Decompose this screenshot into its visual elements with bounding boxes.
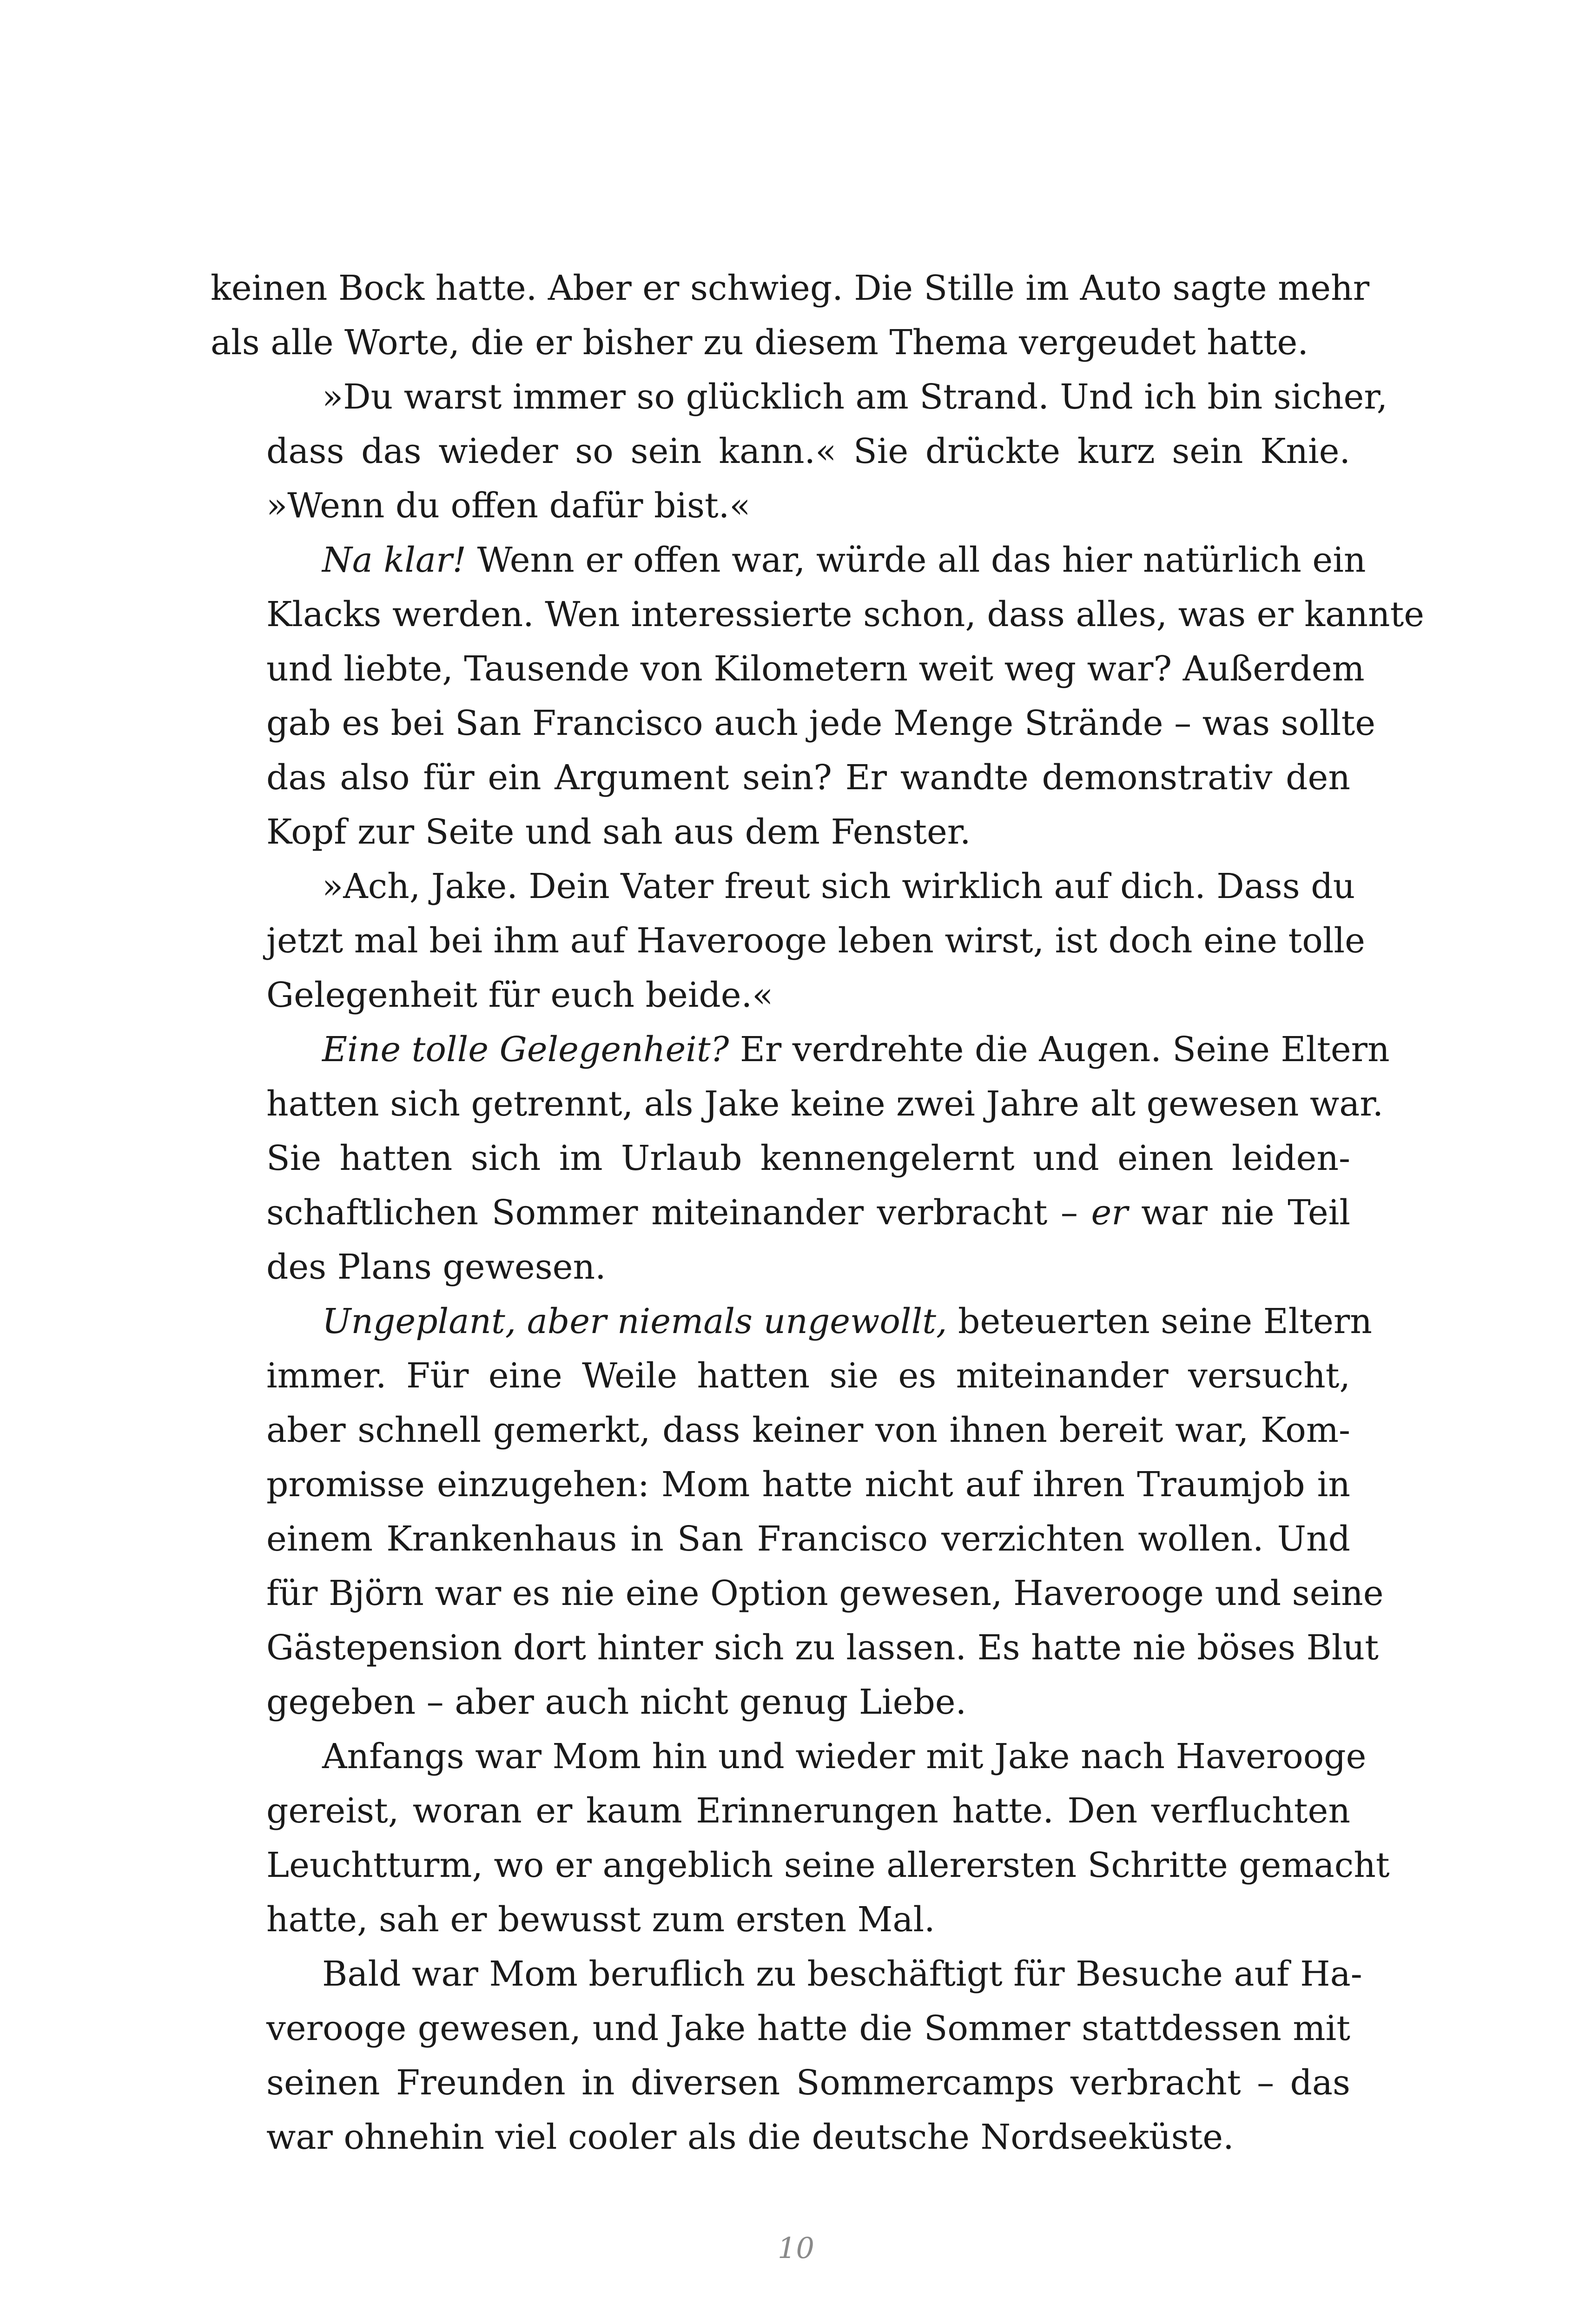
text-line: [211, 1186, 1350, 1240]
text-line: [211, 1349, 1350, 1403]
paragraph: [211, 1947, 1362, 2165]
text-line: [211, 261, 1370, 316]
body-text: [211, 261, 1425, 2165]
paragraph: [211, 859, 1365, 1023]
text-run: keinen Bock hatte. Aber er schwieg. Die Stille im Auto sagte mehr: [211, 268, 1370, 308]
text-line: [211, 2110, 1350, 2165]
text-run: beteuerten seine Eltern: [947, 1301, 1372, 1341]
text-line: [211, 479, 1350, 533]
text-line: [211, 859, 1355, 914]
text-run: hatte, sah er bewusst zum ersten Mal.: [266, 1900, 935, 1940]
text-line: [211, 588, 1425, 642]
text-line: [211, 1131, 1350, 1186]
page-number: 10: [778, 2231, 814, 2265]
text-line: [211, 1675, 1350, 1730]
text-line: [211, 2001, 1350, 2056]
text-run: jetzt mal bei ihm auf Haverooge leben wirst, ist doch eine tolle: [266, 921, 1365, 961]
text-run: promisse einzugehen: Mom hatte nicht auf ihren Traumjob in: [266, 1465, 1350, 1505]
text-line: [211, 1730, 1367, 1784]
text-line: [211, 2056, 1350, 2110]
text-line: [211, 1947, 1362, 2001]
text-line: [211, 533, 1366, 588]
text-run: »Du warst immer so glücklich am Strand. Und ich bin sicher,: [322, 377, 1388, 417]
text-run: schaftlichen Sommer miteinander verbracht –: [266, 1193, 1091, 1233]
text-line: [211, 751, 1350, 805]
italic-text: er: [1091, 1193, 1128, 1233]
text-line: [211, 642, 1365, 696]
text-line: [211, 1458, 1350, 1512]
text-run: als alle Worte, die er bisher zu diesem Thema vergeudet hatte.: [211, 323, 1308, 363]
text-line: [211, 1294, 1372, 1349]
text-run: Wenn er offen war, würde all das hier natürlich ein: [466, 540, 1366, 580]
italic-text: Na klar!: [322, 540, 467, 580]
text-line: [211, 1784, 1350, 1838]
text-run: und liebte, Tausende von Kilometern weit weg war? Außerdem: [266, 649, 1365, 689]
text-run: gab es bei San Francisco auch jede Menge Strände – was sollte: [266, 703, 1375, 743]
text-run: einem Krankenhaus in San Francisco verzichten wollen. Und: [266, 1519, 1350, 1559]
text-line: [211, 316, 1350, 370]
text-line: [211, 1893, 1350, 1947]
paragraph: [211, 370, 1388, 533]
text-run: seinen Freunden in diversen Sommercamps verbracht – das: [266, 2063, 1350, 2103]
text-run: das also für ein Argument sein? Er wandte demonstrativ den: [266, 758, 1350, 798]
text-run: aber schnell gemerkt, dass keiner von ihnen bereit war, Kom-: [266, 1410, 1350, 1450]
text-run: gereist, woran er kaum Erinnerungen hatte. Den verfluchten: [266, 1791, 1350, 1831]
paragraph: [211, 1023, 1390, 1294]
text-line: [211, 1512, 1350, 1566]
text-run: Bald war Mom beruflich zu beschäftigt für Besuche auf Ha-: [322, 1954, 1362, 1994]
paragraph: [211, 261, 1370, 370]
paragraph: [211, 1730, 1390, 1947]
text-run: Gästepension dort hinter sich zu lassen. Es hatte nie böses Blut: [266, 1628, 1379, 1668]
text-line: [211, 805, 1350, 859]
text-run: Sie hatten sich im Urlaub kennengelernt und einen leiden-: [266, 1138, 1350, 1178]
text-run: für Björn war es nie eine Option gewesen, Haverooge und seine: [266, 1573, 1384, 1613]
text-run: verooge gewesen, und Jake hatte die Sommer stattdessen mit: [266, 2008, 1350, 2048]
text-run: Kopf zur Seite und sah aus dem Fenster.: [266, 812, 971, 852]
text-line: [211, 424, 1350, 479]
text-run: »Ach, Jake. Dein Vater freut sich wirklich auf dich. Dass du: [322, 866, 1355, 906]
text-run: »Wenn du offen dafür bist.«: [266, 486, 751, 526]
text-run: Gelegenheit für euch beide.«: [266, 975, 773, 1015]
text-run: hatten sich getrennt, als Jake keine zwei Jahre alt gewesen war.: [266, 1084, 1384, 1124]
text-line: [211, 1240, 1350, 1294]
text-line: [211, 1566, 1384, 1621]
text-run: war ohnehin viel cooler als die deutsche Nordseeküste.: [266, 2117, 1234, 2157]
text-line: [211, 1838, 1390, 1893]
text-run: immer. Für eine Weile hatten sie es miteinander versucht,: [266, 1356, 1350, 1396]
text-run: Klacks werden. Wen interessierte schon, dass alles, was er kannte: [266, 594, 1425, 634]
text-line: [211, 968, 1350, 1023]
paragraph: [211, 1294, 1384, 1730]
text-line: [211, 370, 1388, 424]
italic-text: Ungeplant, aber niemals ungewollt,: [322, 1301, 947, 1341]
text-run: Leuchtturm, wo er angeblich seine allerersten Schritte gemacht: [266, 1845, 1390, 1885]
text-run: Anfangs war Mom hin und wieder mit Jake nach Haverooge: [322, 1736, 1367, 1776]
text-line: [211, 1621, 1379, 1675]
text-run: war nie Teil: [1128, 1193, 1350, 1233]
italic-text: Eine tolle Gelegenheit?: [322, 1030, 729, 1070]
text-line: [211, 914, 1365, 968]
text-line: [211, 1403, 1350, 1458]
text-line: [211, 1023, 1390, 1077]
text-run: Er verdrehte die Augen. Seine Eltern: [729, 1030, 1390, 1070]
text-run: gegeben – aber auch nicht genug Liebe.: [266, 1682, 967, 1722]
text-run: des Plans gewesen.: [266, 1247, 606, 1287]
text-line: [211, 696, 1375, 751]
text-line: [211, 1077, 1384, 1131]
text-run: dass das wieder so sein kann.« Sie drückte kurz sein Knie.: [266, 431, 1350, 471]
paragraph: [211, 533, 1425, 859]
